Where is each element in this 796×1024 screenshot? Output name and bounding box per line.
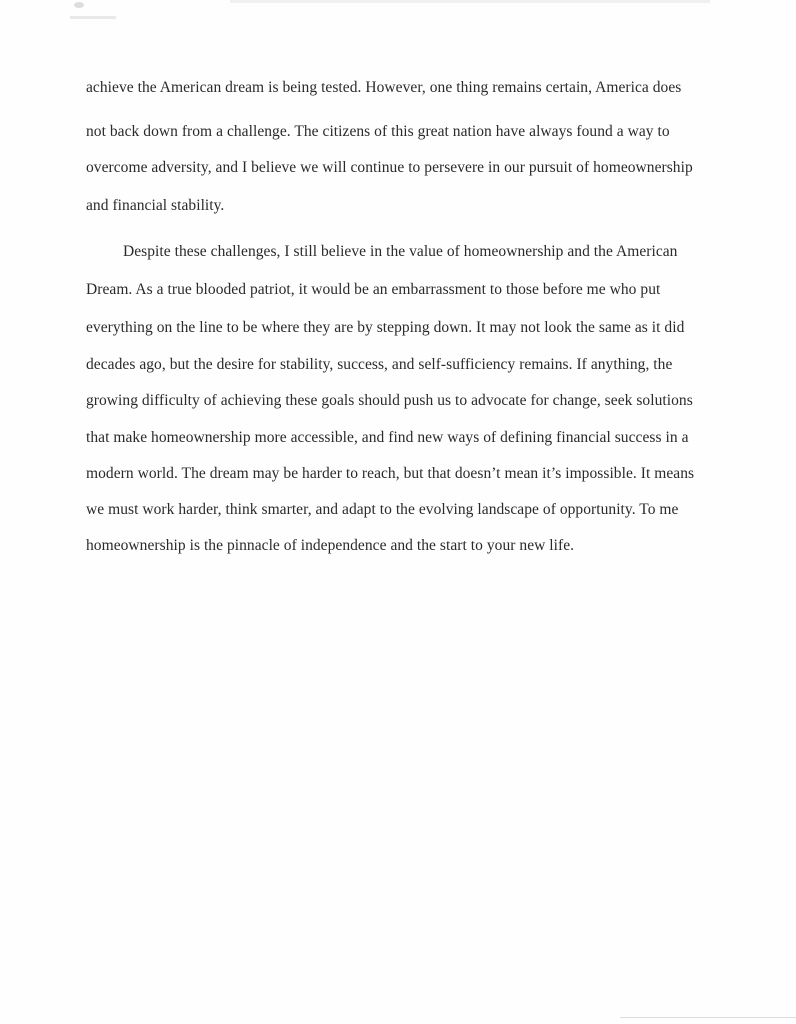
- text-line: Despite these challenges, I still believe in the value of homeownership and the American: [123, 243, 678, 260]
- scan-speck: [74, 2, 84, 8]
- scan-edge-bottom: [620, 1017, 796, 1018]
- text-line: not back down from a challenge. The citizens of this great nation have always found a way to: [86, 123, 670, 140]
- text-line: that make homeownership more accessible, and find new ways of defining financial success in a: [86, 429, 689, 446]
- text-line: everything on the line to be where they are by stepping down. It may not look the same as it did: [86, 319, 685, 336]
- scan-smudge: [70, 16, 116, 19]
- text-line: overcome adversity, and I believe we will continue to persevere in our pursuit of homeownership: [86, 159, 693, 176]
- text-line: and financial stability.: [86, 197, 225, 214]
- scan-edge-top: [230, 0, 710, 3]
- text-line: modern world. The dream may be harder to reach, but that doesn’t mean it’s impossible. It means: [86, 465, 695, 482]
- text-line: decades ago, but the desire for stability, success, and self-sufficiency remains. If anything, the: [86, 356, 673, 373]
- text-line: growing difficulty of achieving these goals should push us to advocate for change, seek solutions: [86, 392, 693, 409]
- text-line: homeownership is the pinnacle of independence and the start to your new life.: [86, 537, 575, 554]
- text-line: we must work harder, think smarter, and adapt to the evolving landscape of opportunity. To me: [86, 501, 679, 518]
- text-line: achieve the American dream is being tested. However, one thing remains certain, America does: [86, 79, 682, 96]
- text-line: Dream. As a true blooded patriot, it would be an embarrassment to those before me who put: [86, 281, 661, 298]
